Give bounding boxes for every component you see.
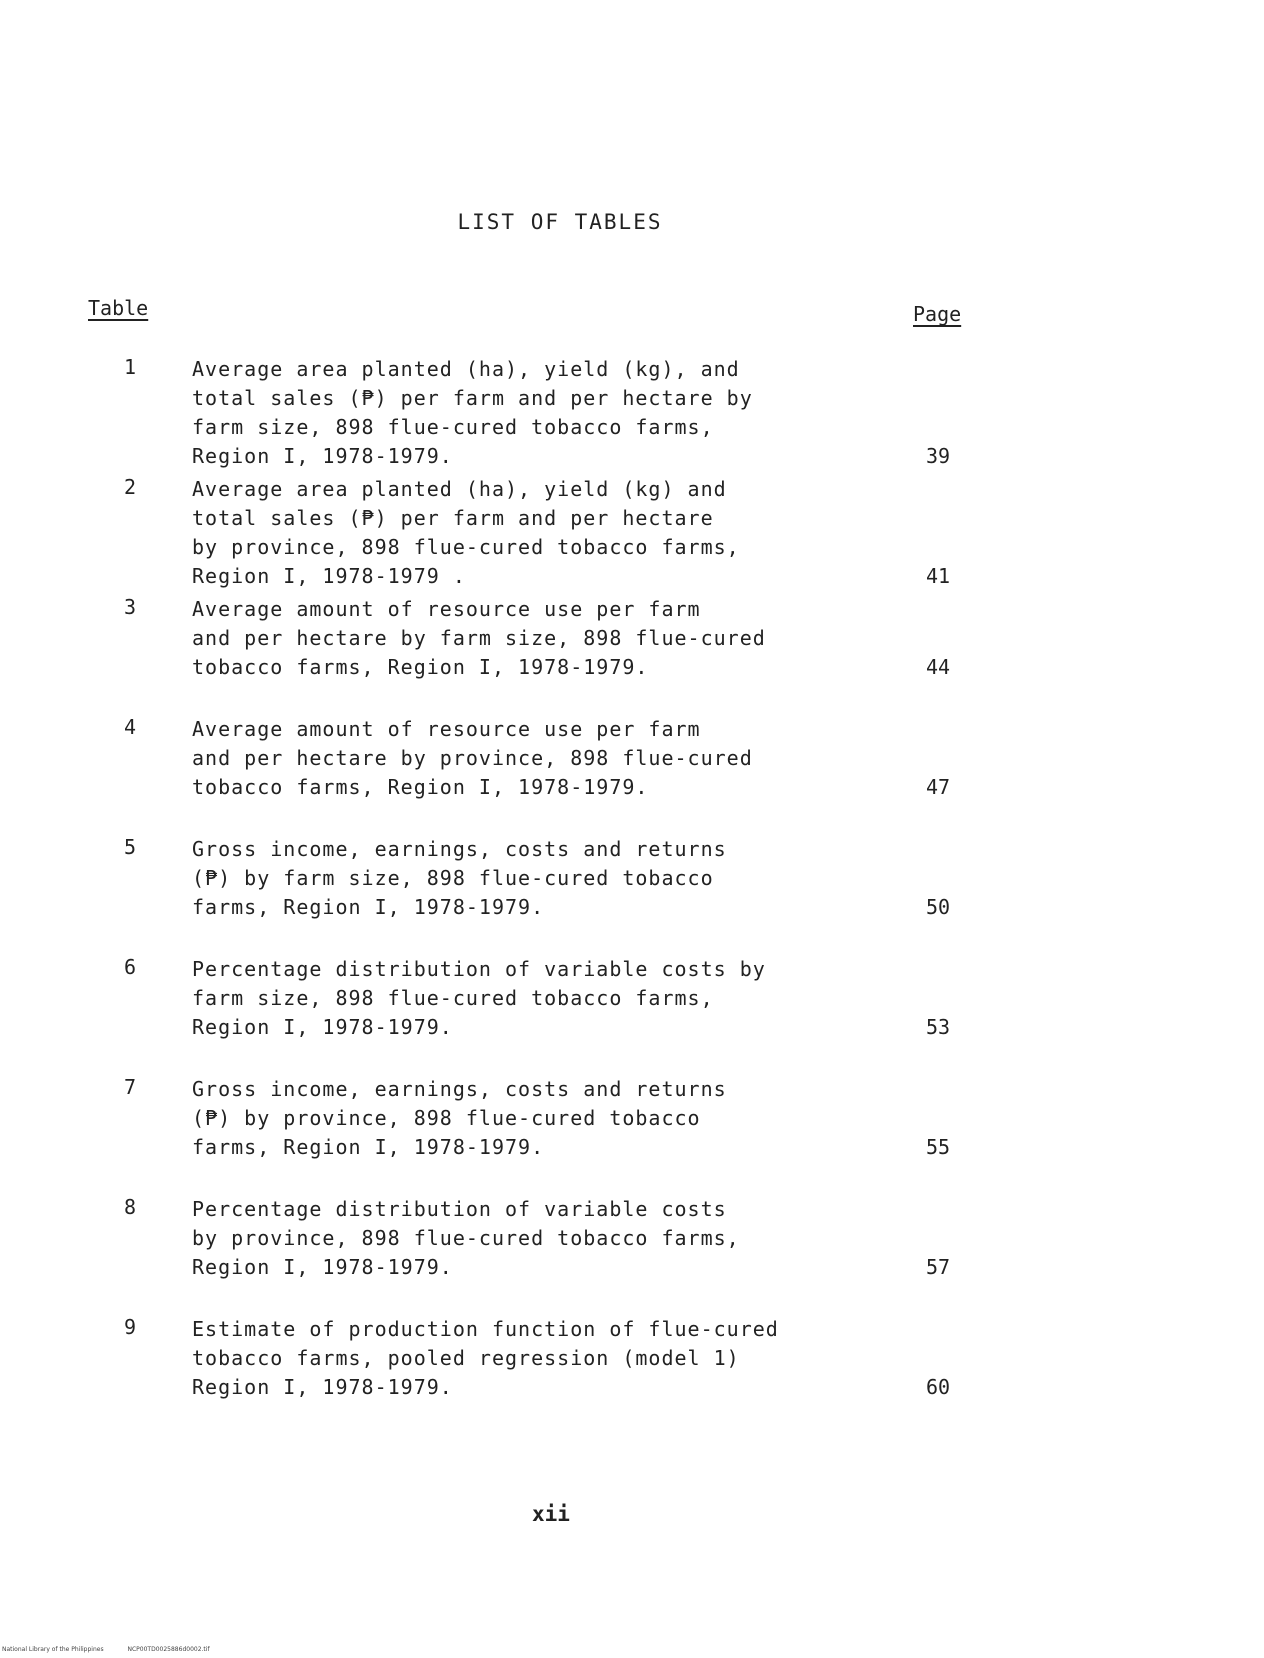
table-number: 6 bbox=[124, 955, 137, 979]
caption-line: Percentage distribution of variable costs bbox=[192, 1197, 727, 1221]
caption-line: Region I, 1978-1979. bbox=[192, 1015, 453, 1039]
caption-line: Average amount of resource use per farm bbox=[192, 717, 701, 741]
caption-line: Estimate of production function of flue-cured bbox=[192, 1317, 779, 1341]
caption-line: Average amount of resource use per farm bbox=[192, 597, 701, 621]
caption-line: Region I, 1978-1979. bbox=[192, 1375, 453, 1399]
caption-line: Average area planted (ha), yield (kg) and bbox=[192, 477, 727, 501]
list-item bbox=[0, 1075, 1264, 1195]
list-item bbox=[0, 1315, 1264, 1435]
table-caption bbox=[192, 1075, 852, 1162]
list-item bbox=[0, 1195, 1264, 1315]
scan-footer bbox=[2, 1646, 232, 1653]
table-caption bbox=[192, 475, 852, 591]
caption-line: total sales (₱) per farm and per hectare by bbox=[192, 386, 753, 410]
page-number: 53 bbox=[926, 1015, 951, 1039]
caption-line: tobacco farms, Region I, 1978-1979. bbox=[192, 775, 649, 799]
caption-line: Percentage distribution of variable costs by bbox=[192, 957, 766, 981]
footer-library-name: National Library of the Philippines bbox=[2, 1646, 104, 1653]
page-number: 50 bbox=[926, 895, 951, 919]
page-number: 39 bbox=[926, 444, 951, 468]
page-column-header: Page bbox=[913, 302, 962, 326]
table-number: 2 bbox=[124, 475, 137, 499]
list-item bbox=[0, 835, 1264, 955]
caption-line: Gross income, earnings, costs and returns bbox=[192, 1077, 727, 1101]
caption-line: by province, 898 flue-cured tobacco farms, bbox=[192, 1226, 740, 1250]
footer-file-code: NCP00TD0025886d0002.tif bbox=[127, 1646, 210, 1653]
list-item bbox=[0, 955, 1264, 1075]
page-number: 44 bbox=[926, 655, 951, 679]
table-number: 3 bbox=[124, 595, 137, 619]
caption-line: farms, Region I, 1978-1979. bbox=[192, 1135, 545, 1159]
page-title: LIST OF TABLES bbox=[457, 210, 663, 234]
list-item bbox=[0, 355, 1264, 475]
table-column-header: Table bbox=[88, 296, 149, 320]
caption-line: and per hectare by farm size, 898 flue-cured bbox=[192, 626, 766, 650]
caption-line: tobacco farms, pooled regression (model 1) bbox=[192, 1346, 740, 1370]
table-number: 8 bbox=[124, 1195, 137, 1219]
caption-line: Average area planted (ha), yield (kg), and bbox=[192, 357, 740, 381]
table-caption bbox=[192, 1315, 852, 1402]
table-number: 9 bbox=[124, 1315, 137, 1339]
table-caption bbox=[192, 355, 852, 471]
caption-line: farm size, 898 flue-cured tobacco farms, bbox=[192, 415, 714, 439]
caption-line: Region I, 1978-1979. bbox=[192, 1255, 453, 1279]
page-number: 47 bbox=[926, 775, 951, 799]
page-number: 41 bbox=[926, 564, 951, 588]
caption-line: Region I, 1978-1979 . bbox=[192, 564, 466, 588]
list-item bbox=[0, 475, 1264, 595]
caption-line: farms, Region I, 1978-1979. bbox=[192, 895, 545, 919]
table-caption bbox=[192, 715, 852, 802]
table-number: 5 bbox=[124, 835, 137, 859]
list-item bbox=[0, 715, 1264, 835]
caption-line: tobacco farms, Region I, 1978-1979. bbox=[192, 655, 649, 679]
caption-line: Region I, 1978-1979. bbox=[192, 444, 453, 468]
page-number: 55 bbox=[926, 1135, 951, 1159]
caption-line: (₱) by province, 898 flue-cured tobacco bbox=[192, 1106, 701, 1130]
table-caption bbox=[192, 1195, 852, 1282]
table-number: 4 bbox=[124, 715, 137, 739]
caption-line: total sales (₱) per farm and per hectare bbox=[192, 506, 714, 530]
page-folio: xii bbox=[532, 1502, 570, 1526]
table-caption bbox=[192, 955, 852, 1042]
caption-line: and per hectare by province, 898 flue-cured bbox=[192, 746, 753, 770]
list-item bbox=[0, 595, 1264, 715]
caption-line: Gross income, earnings, costs and returns bbox=[192, 837, 727, 861]
page-number: 57 bbox=[926, 1255, 951, 1279]
table-caption bbox=[192, 835, 852, 922]
caption-line: farm size, 898 flue-cured tobacco farms, bbox=[192, 986, 714, 1010]
table-list bbox=[0, 355, 1264, 1435]
table-caption bbox=[192, 595, 852, 682]
table-number: 1 bbox=[124, 355, 137, 379]
caption-line: (₱) by farm size, 898 flue-cured tobacco bbox=[192, 866, 714, 890]
caption-line: by province, 898 flue-cured tobacco farms, bbox=[192, 535, 740, 559]
table-number: 7 bbox=[124, 1075, 137, 1099]
page-number: 60 bbox=[926, 1375, 951, 1399]
